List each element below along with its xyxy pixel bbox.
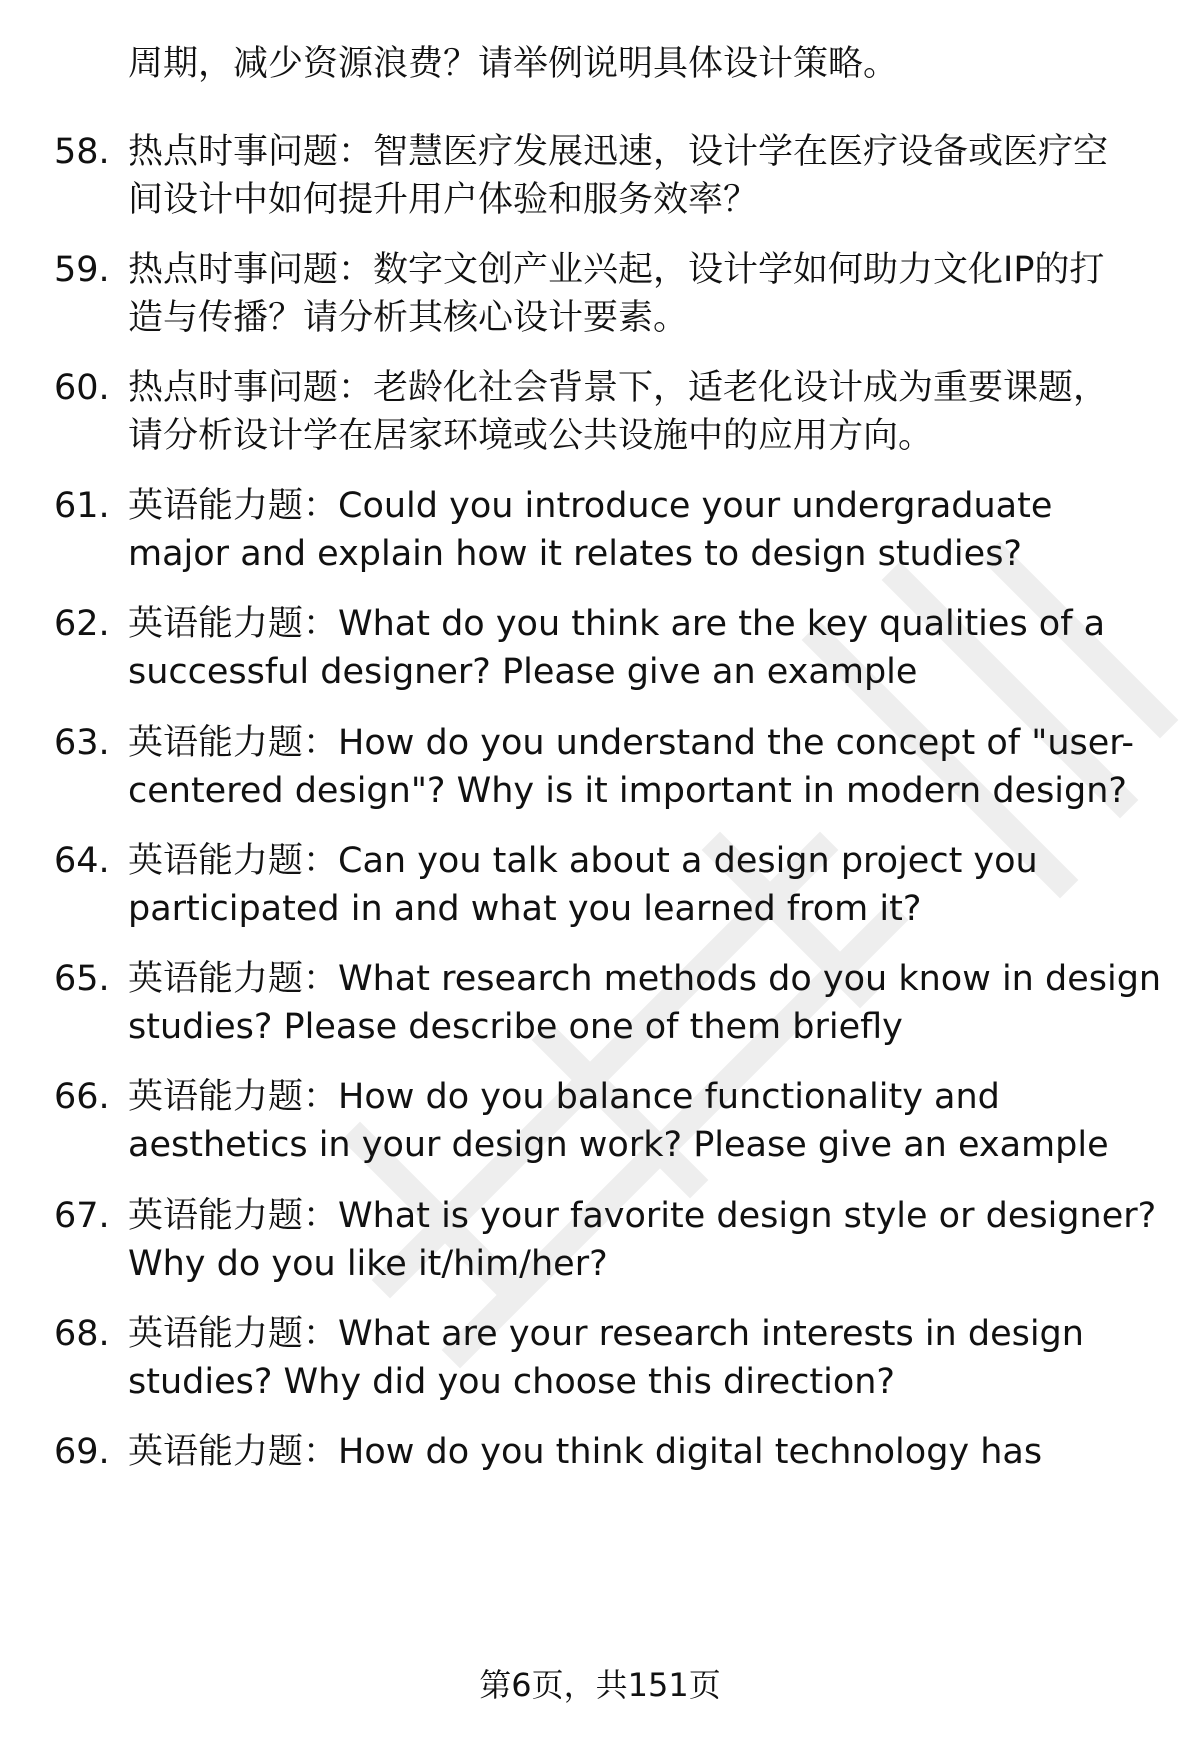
text-line: 英语能力题：How do you think digital technology has: [128, 1432, 1043, 1472]
text-line: 造与传播？请分析其核心设计要素。: [128, 298, 689, 338]
text-line: 英语能力题：Can you talk about a design project you: [128, 841, 1038, 881]
item-text: [128, 1192, 1168, 1288]
item-text: [128, 719, 1168, 815]
text-line: Why do you like it/him/her?: [128, 1244, 608, 1284]
item-text: [128, 246, 1168, 342]
item-number: 60.: [54, 368, 110, 408]
text-line: 热点时事问题：智慧医疗发展迅速，设计学在医疗设备或医疗空: [128, 132, 1109, 172]
text-line: 英语能力题：Could you introduce your undergraduate: [128, 486, 1053, 526]
item-text: [128, 128, 1168, 224]
text-line: centered design"? Why is it important in modern design?: [128, 771, 1128, 811]
item-number: 58.: [54, 132, 110, 172]
text-line: studies? Please describe one of them briefly: [128, 1007, 903, 1047]
item-number: 69.: [54, 1432, 110, 1472]
item-number: 68.: [54, 1314, 110, 1354]
text-line: 英语能力题：What research methods do you know in design: [128, 959, 1162, 999]
item-text: [128, 600, 1168, 696]
text-line: 英语能力题：What are your research interests in design: [128, 1314, 1084, 1354]
text-line: 间设计中如何提升用户体验和服务效率？: [128, 180, 759, 220]
item-number: 62.: [54, 604, 110, 644]
continuation-text: [128, 40, 1168, 88]
text-line: 热点时事问题：老龄化社会背景下，适老化设计成为重要课题，: [128, 368, 1109, 408]
item-number: 67.: [54, 1196, 110, 1236]
item-text: [128, 955, 1168, 1051]
text-line: participated in and what you learned from it?: [128, 889, 922, 929]
page-number-footer: 第6页，共151页: [479, 1666, 721, 1704]
text-line: 请分析设计学在居家环境或公共设施中的应用方向。: [128, 416, 934, 456]
item-text: [128, 837, 1168, 933]
item-number: 59.: [54, 250, 110, 290]
item-number: 63.: [54, 723, 110, 763]
text-line: successful designer? Please give an example: [128, 652, 918, 692]
item-text: [128, 1428, 1168, 1476]
text-line: 英语能力题：How do you balance functionality and: [128, 1077, 1000, 1117]
item-text: [128, 1310, 1168, 1406]
text-line: 英语能力题：What is your favorite design style or designer?: [128, 1196, 1157, 1236]
text-line: 热点时事问题：数字文创产业兴起，设计学如何助力文化IP的打: [128, 250, 1105, 290]
text-line: major and explain how it relates to design studies?: [128, 534, 1023, 574]
text-line: 英语能力题：What do you think are the key qualities of a: [128, 604, 1106, 644]
text-line: 英语能力题：How do you understand the concept of "user-: [128, 723, 1135, 763]
text-line: studies? Why did you choose this direction?: [128, 1362, 895, 1402]
item-number: 66.: [54, 1077, 110, 1117]
item-number: 61.: [54, 486, 110, 526]
item-text: [128, 482, 1168, 578]
item-text: [128, 364, 1168, 460]
text-line: aesthetics in your design work? Please give an example: [128, 1125, 1109, 1165]
item-number: 64.: [54, 841, 110, 881]
item-text: [128, 1073, 1168, 1169]
text-line: 周期，减少资源浪费？请举例说明具体设计策略。: [128, 44, 899, 84]
item-number: 65.: [54, 959, 110, 999]
